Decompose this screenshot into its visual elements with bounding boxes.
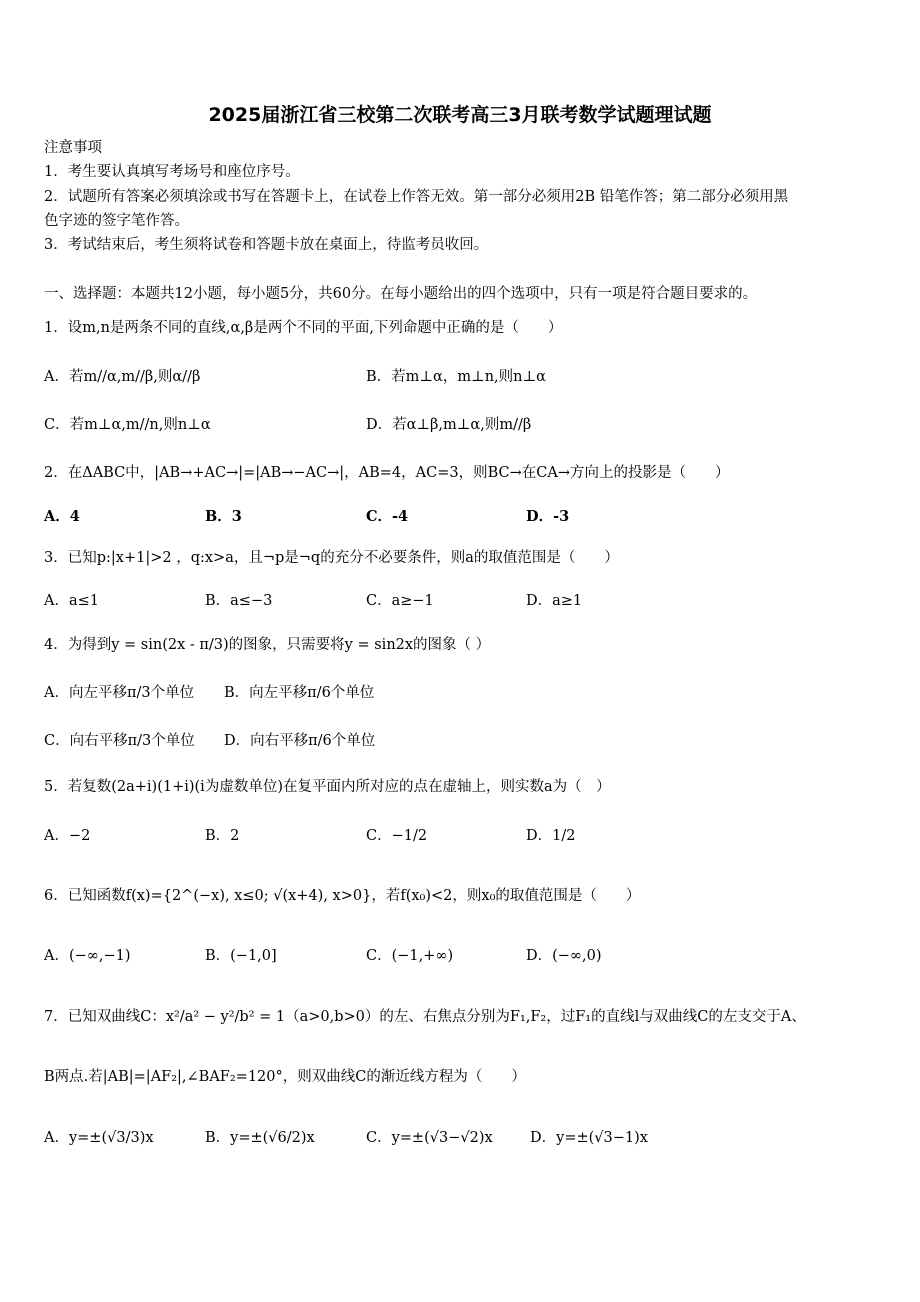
option-a: A．4 [44,508,80,525]
option-d: D．向右平移π/6个单位 [224,733,376,749]
option-b: B．(−1,0] [205,948,277,964]
notice-item: 3．考试结束后，考生须将试卷和答题卡放在桌面上，待监考员收回。 [44,237,489,253]
notice-heading: 注意事项 [44,140,102,156]
option-b: B．向左平移π/6个单位 [224,685,375,701]
notice-item: 2．试题所有答案必须填涂或书写在答题卡上，在试卷上作答无效。第一部分必须用2B 铅笔作答；第二部分必须用黑 [44,189,789,205]
notice-item: 1．考生要认真填写考场号和座位序号。 [44,164,300,180]
option-a: A．若m//α,m//β,则α//β [44,369,201,385]
option-d: D．-3 [526,508,570,525]
option-b: B．y=±(√6/2)x [205,1130,315,1146]
option-c: C．(−1,+∞) [366,948,454,964]
question-stem: 3．已知p:|x+1|>2 ，q:x>a，且¬p是¬q的充分不必要条件，则a的取值范围是（ ） [44,550,619,566]
option-d: D．1/2 [526,828,576,844]
option-b: B．3 [205,508,242,525]
question-stem-cont: B两点.若|AB|=|AF₂|,∠BAF₂=120°，则双曲线C的渐近线方程为（ ） [44,1069,526,1085]
option-c: C．y=±(√3−√2)x [366,1130,493,1146]
option-b: B．a≤−3 [205,593,273,609]
option-c: C．向右平移π/3个单位 [44,733,195,749]
option-a: A．a≤1 [44,593,99,609]
section-heading: 一、选择题：本题共12小题，每小题5分，共60分。在每小题给出的四个选项中，只有一项是符合题目要求的。 [44,286,758,302]
question-stem: 2．在ΔABC中，|AB→+AC→|=|AB→−AC→|，AB=4，AC=3，则BC→在CA→方向上的投影是（ ） [44,465,730,481]
question-stem: 4．为得到y = sin(2x - π/3)的图象，只需要将y = sin2x的图象（ ） [44,637,491,653]
option-d: D．(−∞,0) [526,948,602,964]
option-a: A．−2 [44,828,91,844]
option-c: C．−1/2 [366,828,428,844]
option-a: A．(−∞,−1) [44,948,131,964]
question-stem: 5．若复数(2a+i)(1+i)(i为虚数单位)在复平面内所对应的点在虚轴上，则实数a为（ ） [44,779,611,795]
option-d: D．若α⊥β,m⊥α,则m//β [366,417,532,433]
question-stem: 1．设m,n是两条不同的直线,α,β是两个不同的平面,下列命题中正确的是（ ） [44,320,563,336]
option-d: D．y=±(√3−1)x [530,1130,648,1146]
option-c: C．-4 [366,508,409,525]
option-b: B．若m⊥α，m⊥n,则n⊥α [366,369,546,385]
question-stem: 6．已知函数f(x)={2^(−x), x≤0; √(x+4), x>0}，若f(x₀)<2，则x₀的取值范围是（ ） [44,888,641,904]
option-a: A．向左平移π/3个单位 [44,685,195,701]
question-stem: 7．已知双曲线C：x²/a² − y²/b² = 1（a>0,b>0）的左、右焦点分别为F₁,F₂，过F₁的直线l与双曲线C的左支交于A、 [44,1009,806,1025]
option-c: C．a≥−1 [366,593,434,609]
notice-item: 色字迹的签字笔作答。 [44,213,189,229]
option-b: B．2 [205,828,240,844]
option-a: A．y=±(√3/3)x [44,1130,154,1146]
option-d: D．a≥1 [526,593,583,609]
option-c: C．若m⊥α,m//n,则n⊥α [44,417,211,433]
page-title: 2025届浙江省三校第二次联考高三3月联考数学试题理试题 [208,104,712,126]
